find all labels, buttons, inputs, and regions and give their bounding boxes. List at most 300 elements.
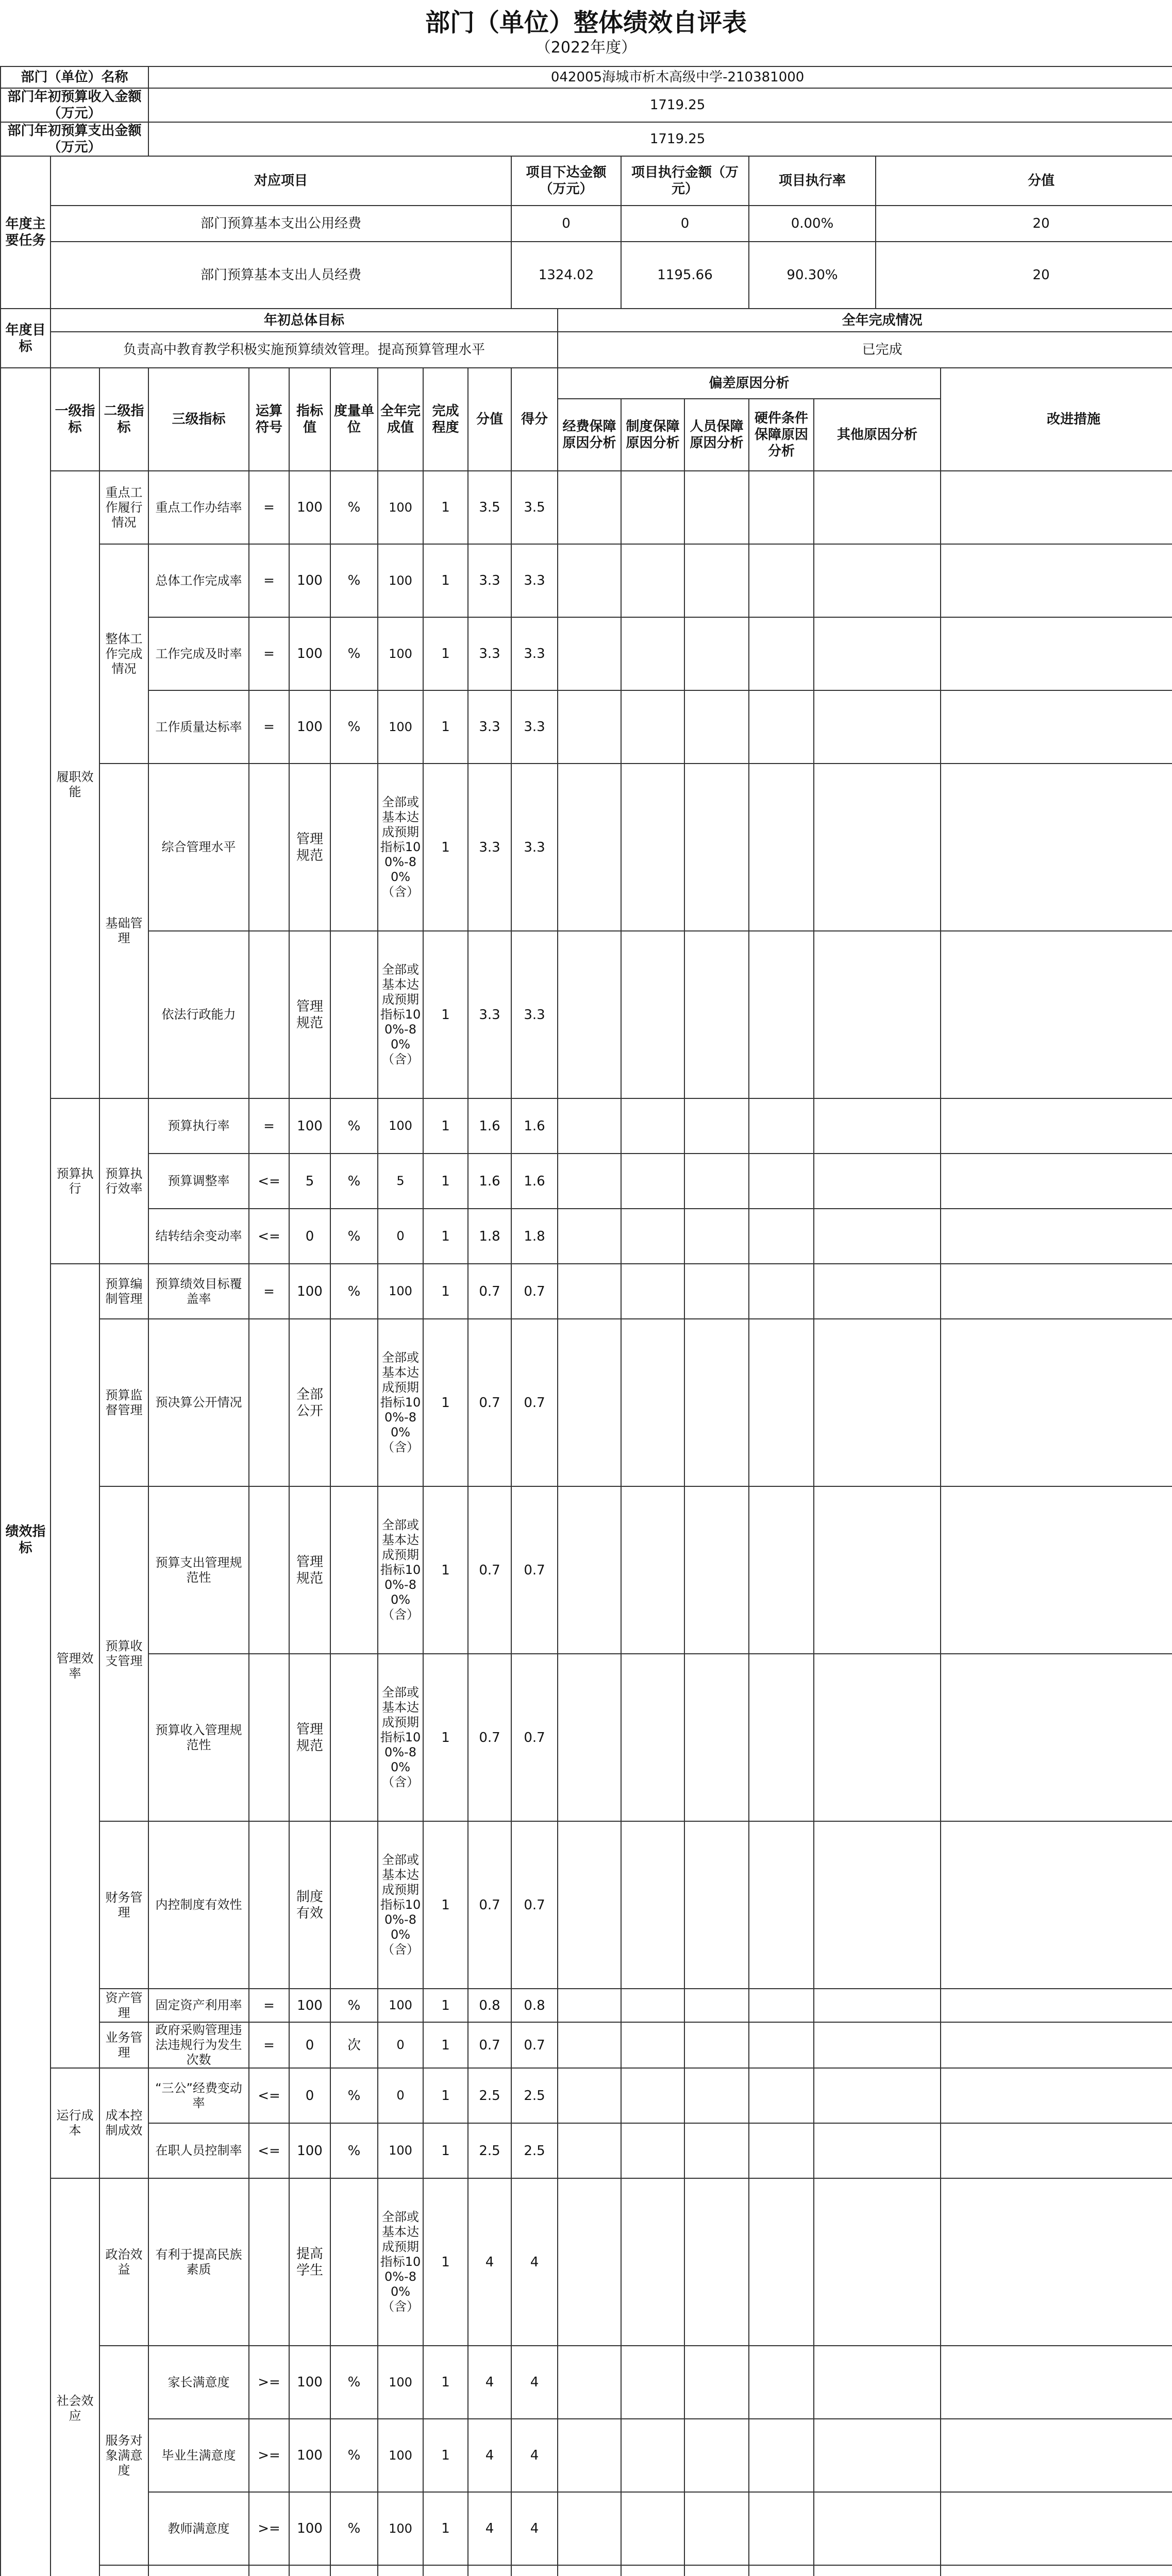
indicator-points: 4 [468,2178,511,2346]
indicator-unit [330,1486,378,1654]
indicator-target: 提高学生 [289,2178,330,2346]
deviation-other-cell [814,1319,941,1486]
indicator-actual: 全部或基本达成预期指标100%-80%（含） [378,1654,423,1821]
deviation-staff-cell [684,2419,749,2492]
indicator-score: 1.6 [511,1154,558,1209]
indicator-level1: 履职效能 [51,471,99,1098]
task-project: 部门预算基本支出公用经费 [51,206,511,242]
indicator-row [1,2492,1172,2565]
indicator-row [1,2022,1172,2068]
indicator-degree: 1 [423,2346,468,2419]
indicator-actual: 0 [378,2022,423,2068]
indicator-level3: “三公”经费变动率 [148,2068,249,2123]
deviation-system-cell [621,1264,684,1319]
deviation-funding-cell [558,2022,621,2068]
indicator-operator: <= [249,1154,289,1209]
indicator-score: 0.7 [511,2022,558,2068]
deviation-staff-cell [684,931,749,1098]
deviation-other-cell [814,764,941,931]
indicator-actual: 5 [378,1154,423,1209]
deviation-funding-cell [558,1209,621,1264]
unit-name-label: 部门（单位）名称 [1,66,148,88]
deviation-system-cell [621,690,684,764]
indicator-points: 1.6 [468,1154,511,1209]
indicator-level3: 综合管理水平 [148,764,249,931]
indicator-operator: = [249,471,289,544]
indicator-degree: 1 [423,2123,468,2178]
indicator-unit: % [330,2346,378,2419]
deviation-system-cell [621,1154,684,1209]
indicator-level3: 工作质量达标率 [148,690,249,764]
indicator-points: 1.8 [468,1209,511,1264]
indicator-operator [249,2565,289,2576]
indicator-operator: = [249,1989,289,2022]
deviation-other-cell [814,931,941,1098]
indicator-operator [249,1319,289,1486]
deviation-hardware-cell [749,471,814,544]
indicator-unit: % [330,1209,378,1264]
indicator-actual [378,2565,423,2576]
indicator-degree: 1 [423,2022,468,2068]
indicator-unit: % [330,1098,378,1154]
task-executed: 1195.66 [621,242,749,309]
indicator-points: 1.6 [468,1098,511,1154]
header-improvement: 改进措施 [941,368,1172,471]
header-deviation-other: 其他原因分析 [814,399,941,471]
indicator-operator: = [249,1098,289,1154]
deviation-hardware-cell [749,1486,814,1654]
indicator-level2: 业务管理 [99,2022,148,2068]
deviation-staff-cell [684,764,749,931]
indicator-level2: 基础管理 [99,764,148,1098]
header-degree: 完成程度 [423,368,468,471]
header-target: 指标值 [289,368,330,471]
deviation-hardware-cell [749,1319,814,1486]
indicator-unit: 次 [330,2022,378,2068]
indicator-operator [249,1654,289,1821]
indicator-degree: 1 [423,471,468,544]
indicator-points: 3.3 [468,544,511,617]
indicator-target [289,2565,330,2576]
income-label: 部门年初预算收入金额（万元） [1,88,148,122]
indicator-score: 4 [511,2492,558,2565]
improvement-cell [941,2178,1172,2346]
unit-name-value: 042005海城市析木高级中学-210381000 [148,66,1172,88]
indicator-degree: 1 [423,1486,468,1654]
deviation-system-cell [621,617,684,690]
indicator-actual: 100 [378,1264,423,1319]
deviation-system-cell [621,1821,684,1989]
indicator-level2: 预算执行效率 [99,1098,148,1264]
indicator-score [511,2565,558,2576]
indicator-row [1,544,1172,617]
deviation-funding-cell [558,1098,621,1154]
indicator-degree: 1 [423,1098,468,1154]
indicator-unit: % [330,471,378,544]
indicator-points [468,2565,511,2576]
deviation-staff-cell [684,1098,749,1154]
indicator-score: 0.7 [511,1654,558,1821]
indicator-actual: 0 [378,1209,423,1264]
deviation-other-cell [814,1654,941,1821]
indicator-unit [330,2565,378,2576]
indicator-score: 0.7 [511,1264,558,1319]
deviation-other-cell [814,2492,941,2565]
deviation-system-cell [621,2346,684,2419]
improvement-cell [941,1209,1172,1264]
page-title: 部门（单位）整体绩效自评表 [425,8,747,37]
indicator-degree: 1 [423,764,468,931]
deviation-hardware-cell [749,764,814,931]
indicator-points: 4 [468,2492,511,2565]
deviation-system-cell [621,471,684,544]
indicator-operator [249,931,289,1098]
indicator-actual: 全部或基本达成预期指标100%-80%（含） [378,1821,423,1989]
deviation-staff-cell [684,1154,749,1209]
indicator-row [1,2565,1172,2576]
indicator-level3: 毕业生满意度 [148,2419,249,2492]
indicator-level3: 工作完成及时率 [148,617,249,690]
deviation-funding-cell [558,2492,621,2565]
deviation-other-cell [814,471,941,544]
indicator-points: 3.3 [468,931,511,1098]
indicator-unit [330,931,378,1098]
indicators-section-label: 绩效指标 [1,368,51,2576]
improvement-cell [941,2565,1172,2576]
improvement-cell [941,2022,1172,2068]
deviation-funding-cell [558,2419,621,2492]
indicator-operator: >= [249,2419,289,2492]
indicator-operator: = [249,2022,289,2068]
indicator-unit: % [330,1264,378,1319]
indicator-unit: % [330,1989,378,2022]
indicator-target: 100 [289,1989,330,2022]
deviation-funding-cell [558,1821,621,1989]
indicator-operator: >= [249,2346,289,2419]
indicator-level3: 预决算公开情况 [148,1319,249,1486]
indicator-degree: 1 [423,1319,468,1486]
indicator-unit: % [330,2068,378,2123]
indicator-level3: 预算调整率 [148,1154,249,1209]
indicator-points: 0.7 [468,1486,511,1654]
indicator-level2: 重点工作履行情况 [99,471,148,544]
deviation-funding-cell [558,931,621,1098]
indicator-operator: <= [249,1209,289,1264]
header-deviation-staff: 人员保障原因分析 [684,399,749,471]
indicator-row [1,617,1172,690]
indicator-points: 3.5 [468,471,511,544]
deviation-funding-cell [558,617,621,690]
deviation-system-cell [621,2492,684,2565]
indicator-unit: % [330,617,378,690]
improvement-cell [941,2492,1172,2565]
deviation-staff-cell [684,2492,749,2565]
deviation-staff-cell [684,1319,749,1486]
deviation-funding-cell [558,1486,621,1654]
indicator-operator [249,2178,289,2346]
expense-label: 部门年初预算支出金额（万元） [1,122,148,156]
indicator-unit [330,1654,378,1821]
indicator-actual: 100 [378,544,423,617]
deviation-system-cell [621,1209,684,1264]
deviation-system-cell [621,764,684,931]
indicator-level1: 运行成本 [51,2068,99,2178]
indicator-target: 100 [289,2123,330,2178]
deviation-staff-cell [684,2565,749,2576]
deviation-other-cell [814,2346,941,2419]
indicator-actual: 全部或基本达成预期指标100%-80%（含） [378,1319,423,1486]
improvement-cell [941,544,1172,617]
deviation-funding-cell [558,471,621,544]
improvement-cell [941,1821,1172,1989]
deviation-other-cell [814,2419,941,2492]
deviation-hardware-cell [749,1654,814,1821]
indicator-actual: 100 [378,2419,423,2492]
indicator-level3: 依法行政能力 [148,931,249,1098]
deviation-staff-cell [684,2123,749,2178]
deviation-other-cell [814,1264,941,1319]
deviation-hardware-cell [749,1821,814,1989]
indicator-degree: 1 [423,1154,468,1209]
indicator-points: 4 [468,2346,511,2419]
task-allocated: 1324.02 [511,242,621,309]
deviation-hardware-cell [749,617,814,690]
tasks-header-executed: 项目执行金额（万元） [621,156,749,206]
indicator-level2: 整体工作完成情况 [99,544,148,764]
indicator-row [1,690,1172,764]
indicator-points: 3.3 [468,690,511,764]
income-value: 1719.25 [148,88,1172,122]
deviation-hardware-cell [749,2022,814,2068]
deviation-staff-cell [684,2346,749,2419]
indicator-target: 100 [289,2346,330,2419]
indicator-level3: 预算收入管理规范性 [148,1654,249,1821]
indicator-actual: 全部或基本达成预期指标100%-80%（含） [378,2178,423,2346]
indicator-target: 管理规范 [289,1486,330,1654]
indicator-points: 0.7 [468,1264,511,1319]
improvement-cell [941,931,1172,1098]
indicator-target: 100 [289,690,330,764]
indicator-degree [423,2565,468,2576]
deviation-funding-cell [558,2123,621,2178]
indicator-level3: 预算绩效目标覆盖率 [148,1264,249,1319]
improvement-cell [941,617,1172,690]
indicator-level3: 有利于提高民族素质 [148,2178,249,2346]
indicator-score: 2.5 [511,2123,558,2178]
indicator-operator: = [249,544,289,617]
indicator-row [1,2178,1172,2346]
improvement-cell [941,1264,1172,1319]
indicator-level3: 预算执行率 [148,1098,249,1154]
deviation-funding-cell [558,1654,621,1821]
task-score-value: 20 [876,242,1172,309]
deviation-funding-cell [558,1154,621,1209]
deviation-other-cell [814,2022,941,2068]
deviation-hardware-cell [749,1209,814,1264]
evaluation-table [0,66,1172,2576]
indicator-points: 0.7 [468,1821,511,1989]
deviation-hardware-cell [749,2492,814,2565]
indicator-row [1,471,1172,544]
task-executed: 0 [621,206,749,242]
indicator-level3: 总体工作完成率 [148,544,249,617]
page-subtitle: （2022年度） [535,39,637,57]
indicator-actual: 100 [378,471,423,544]
indicator-points: 2.5 [468,2068,511,2123]
deviation-hardware-cell [749,1264,814,1319]
deviation-system-cell [621,2068,684,2123]
goal-initial-value: 负责高中教育教学积极实施预算绩效管理。提高预算管理水平 [51,332,558,368]
improvement-cell [941,2346,1172,2419]
header-operator: 运算符号 [249,368,289,471]
indicator-points: 0.8 [468,1989,511,2022]
indicator-points: 2.5 [468,2123,511,2178]
indicator-operator: <= [249,2123,289,2178]
deviation-system-cell [621,2565,684,2576]
goal-initial-label: 年初总体目标 [51,309,558,332]
deviation-hardware-cell [749,2178,814,2346]
header-score: 得分 [511,368,558,471]
indicator-row [1,2419,1172,2492]
indicator-actual: 全部或基本达成预期指标100%-80%（含） [378,764,423,931]
indicator-points: 4 [468,2419,511,2492]
deviation-staff-cell [684,1654,749,1821]
indicator-operator [249,1821,289,1989]
indicator-actual: 全部或基本达成预期指标100%-80%（含） [378,931,423,1098]
indicator-target: 管理规范 [289,764,330,931]
deviation-staff-cell [684,2068,749,2123]
indicator-degree: 1 [423,544,468,617]
indicator-score: 3.3 [511,617,558,690]
deviation-system-cell [621,2178,684,2346]
indicator-score: 0.8 [511,1989,558,2022]
indicator-score: 3.5 [511,471,558,544]
task-rate: 0.00% [749,206,876,242]
indicator-level3: 教师满意度 [148,2492,249,2565]
indicator-operator: >= [249,2492,289,2565]
deviation-hardware-cell [749,1154,814,1209]
deviation-other-cell [814,1209,941,1264]
improvement-cell [941,1989,1172,2022]
indicator-points: 3.3 [468,764,511,931]
deviation-system-cell [621,544,684,617]
deviation-system-cell [621,1098,684,1154]
indicator-level2: 预算收支管理 [99,1486,148,1821]
indicator-level1: 管理效率 [51,1264,99,2068]
task-rate: 90.30% [749,242,876,309]
deviation-other-cell [814,544,941,617]
deviation-hardware-cell [749,544,814,617]
deviation-staff-cell [684,690,749,764]
deviation-funding-cell [558,1319,621,1486]
indicator-degree: 1 [423,690,468,764]
deviation-funding-cell [558,2068,621,2123]
expense-value: 1719.25 [148,122,1172,156]
deviation-funding-cell [558,764,621,931]
deviation-hardware-cell [749,2419,814,2492]
improvement-cell [941,764,1172,931]
deviation-hardware-cell [749,2123,814,2178]
indicator-actual: 100 [378,2346,423,2419]
deviation-hardware-cell [749,2068,814,2123]
indicator-actual: 100 [378,690,423,764]
deviation-other-cell [814,2565,941,2576]
deviation-staff-cell [684,1264,749,1319]
indicator-actual: 100 [378,2492,423,2565]
deviation-funding-cell [558,1264,621,1319]
indicator-degree: 1 [423,1821,468,1989]
indicator-target: 100 [289,1264,330,1319]
header-deviation: 偏差原因分析 [558,368,941,399]
indicator-points: 0.7 [468,2022,511,2068]
deviation-hardware-cell [749,931,814,1098]
deviation-other-cell [814,2068,941,2123]
task-allocated: 0 [511,206,621,242]
deviation-staff-cell [684,544,749,617]
tasks-section-label: 年度主要任务 [1,156,51,309]
deviation-hardware-cell [749,2565,814,2576]
indicator-target: 0 [289,2022,330,2068]
deviation-staff-cell [684,1821,749,1989]
indicator-row [1,1098,1172,1154]
indicator-level3: 重点工作办结率 [148,471,249,544]
indicator-level3: 固定资产利用率 [148,1989,249,2022]
indicator-level1: 社会效应 [51,2178,99,2576]
indicator-target: 100 [289,2492,330,2565]
deviation-system-cell [621,2022,684,2068]
indicator-row [1,1209,1172,1264]
deviation-other-cell [814,1154,941,1209]
indicator-target: 100 [289,471,330,544]
indicator-operator: = [249,1264,289,1319]
deviation-funding-cell [558,690,621,764]
indicator-score: 1.6 [511,1098,558,1154]
indicator-level2: 资产管理 [99,1989,148,2022]
deviation-funding-cell [558,544,621,617]
deviation-funding-cell [558,1989,621,2022]
indicator-target: 100 [289,617,330,690]
tasks-header-project: 对应项目 [51,156,511,206]
indicator-score: 3.3 [511,931,558,1098]
indicator-actual: 100 [378,1098,423,1154]
header-unit: 度量单位 [330,368,378,471]
tasks-header-rate: 项目执行率 [749,156,876,206]
deviation-system-cell [621,2123,684,2178]
indicator-actual: 100 [378,1989,423,2022]
improvement-cell [941,2123,1172,2178]
indicator-level2: 成本控制成效 [99,2068,148,2178]
goal-completion-value: 已完成 [558,332,1172,368]
header-points: 分值 [468,368,511,471]
improvement-cell [941,690,1172,764]
indicator-target: 管理规范 [289,1654,330,1821]
indicator-points: 3.3 [468,617,511,690]
header-level2: 二级指标 [99,368,148,471]
indicator-score: 3.3 [511,764,558,931]
indicator-unit: % [330,544,378,617]
header-actual: 全年完成值 [378,368,423,471]
deviation-system-cell [621,1319,684,1486]
indicator-degree: 1 [423,2178,468,2346]
indicator-operator [249,1486,289,1654]
indicator-level3: 在职人员控制率 [148,2123,249,2178]
indicator-level3 [148,2565,249,2576]
deviation-funding-cell [558,2346,621,2419]
deviation-staff-cell [684,2022,749,2068]
indicator-operator [249,764,289,931]
deviation-staff-cell [684,2178,749,2346]
indicator-level2 [99,2565,148,2576]
